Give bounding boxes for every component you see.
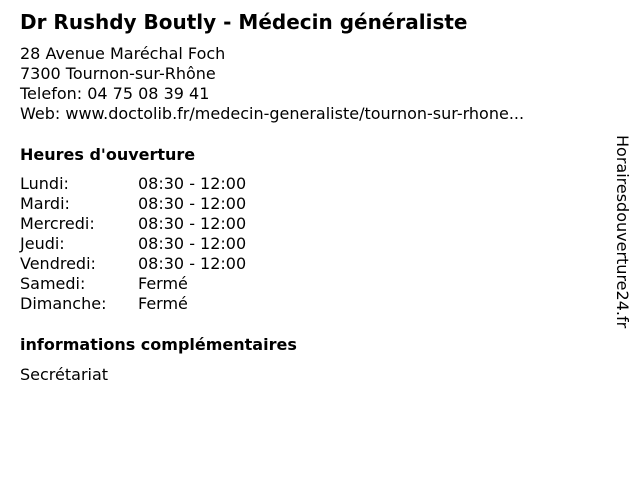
contact-block	[20, 44, 524, 124]
time-value: Fermé	[138, 294, 188, 313]
time-value: 08:30 - 12:00	[138, 194, 247, 213]
day-label: Dimanche:	[20, 294, 107, 313]
additional-info-heading: informations complémentaires	[20, 335, 297, 354]
time-value: Fermé	[138, 274, 188, 293]
page-title: Dr Rushdy Boutly - Médecin généraliste	[20, 10, 468, 34]
site-brand-vertical: Horairesdouverture24.fr	[613, 135, 632, 329]
day-label: Jeudi:	[20, 234, 65, 253]
hours-heading: Heures d'ouverture	[20, 145, 196, 164]
time-value: 08:30 - 12:00	[138, 254, 247, 273]
city-address: 7300 Tournon-sur-Rhône	[20, 64, 216, 83]
additional-info-text: Secrétariat	[20, 365, 109, 384]
phone-number: Telefon: 04 75 08 39 41	[20, 84, 210, 103]
day-label: Mercredi:	[20, 214, 95, 233]
day-label: Samedi:	[20, 274, 86, 293]
website-link[interactable]: Web: www.doctolib.fr/medecin-generaliste/tournon-sur-rhone...	[20, 104, 525, 123]
time-value: 08:30 - 12:00	[138, 174, 247, 193]
time-value: 08:30 - 12:00	[138, 214, 247, 233]
day-label: Lundi:	[20, 174, 69, 193]
day-label: Mardi:	[20, 194, 70, 213]
day-label: Vendredi:	[20, 254, 96, 273]
time-value: 08:30 - 12:00	[138, 234, 247, 253]
street-address: 28 Avenue Maréchal Foch	[20, 44, 226, 63]
